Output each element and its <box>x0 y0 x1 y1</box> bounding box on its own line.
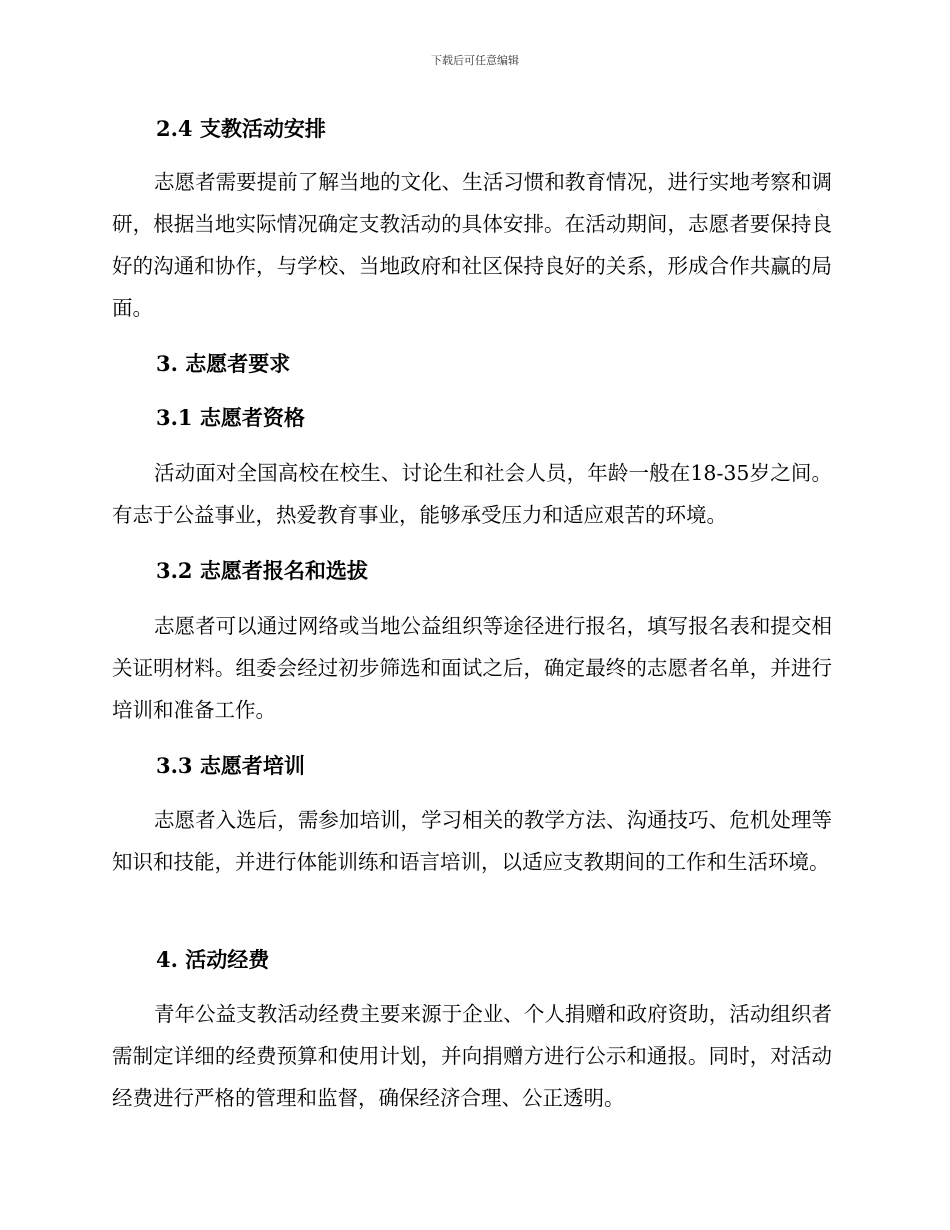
paragraph-2-4: 志愿者需要提前了解当地的文化、生活习惯和教育情况，进行实地考察和调研，根据当地实际情况确定支教活动的具体安排。在活动期间，志愿者要保持良好的沟通和协作，与学校、当地政府和社区保持良好的关系，形成合作共赢的局面。 <box>112 170 832 320</box>
paragraph-3-3: 志愿者入选后，需参加培训，学习相关的教学方法、沟通技巧、危机处理等知识和技能，并进行体能训练和语言培训，以适应支教期间的工作和生活环境。 <box>112 808 832 874</box>
heading-3-1: 3.1 志愿者资格 <box>156 405 305 430</box>
paragraph-4: 青年公益支教活动经费主要来源于企业、个人捐赠和政府资助，活动组织者需制定详细的经费预算和使用计划，并向捐赠方进行公示和通报。同时，对活动经费进行严格的管理和监督，确保经济合理、公正透明。 <box>112 1002 832 1110</box>
heading-3-3: 3.3 志愿者培训 <box>156 753 305 778</box>
paragraph-3-2: 志愿者可以通过网络或当地公益组织等途径进行报名，填写报名表和提交相关证明材料。组委会经过初步筛选和面试之后，确定最终的志愿者名单，并进行培训和准备工作。 <box>112 614 832 722</box>
paragraph-3-1: 活动面对全国高校在校生、讨论生和社会人员，年龄一般在18-35岁之间。有志于公益事业，热爱教育事业，能够承受压力和适应艰苦的环境。 <box>112 461 832 527</box>
heading-4: 4. 活动经费 <box>156 947 270 972</box>
heading-2-4: 2.4 支教活动安排 <box>156 116 326 141</box>
heading-3: 3. 志愿者要求 <box>156 351 291 376</box>
heading-3-2: 3.2 志愿者报名和选拔 <box>156 558 368 583</box>
page-header-note: 下载后可任意编辑 <box>431 54 519 67</box>
